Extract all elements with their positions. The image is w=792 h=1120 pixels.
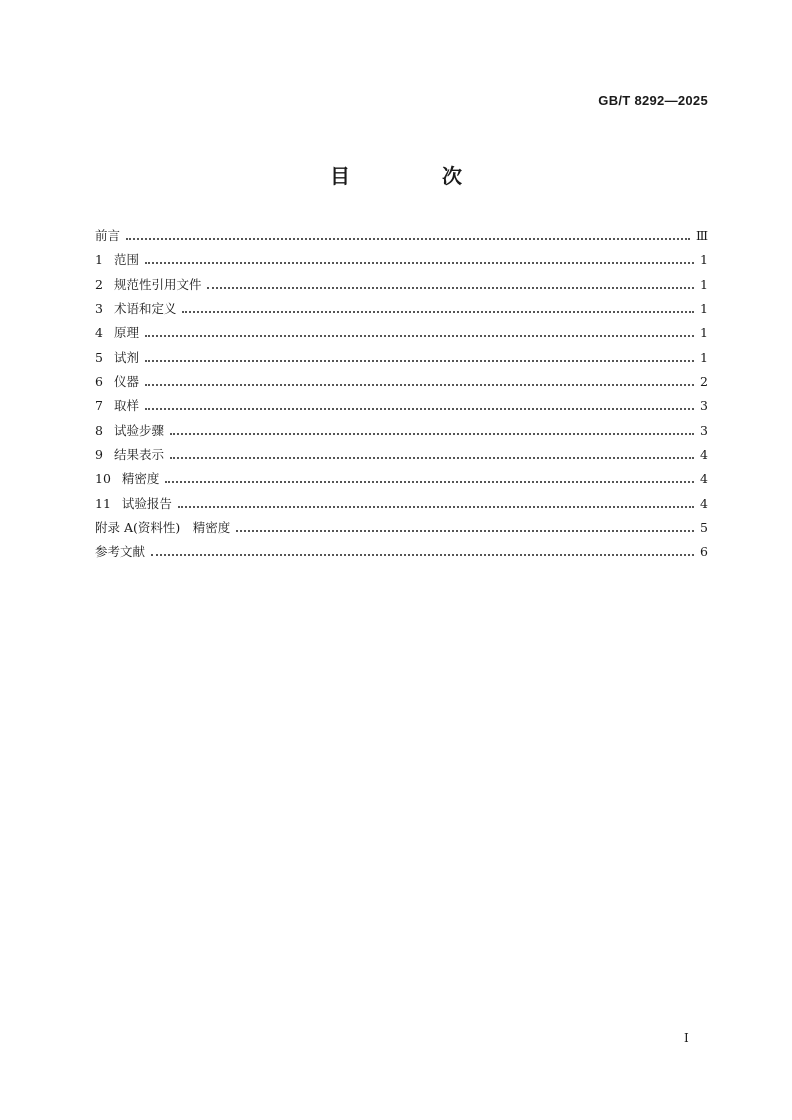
toc-entry-label: [95, 396, 145, 414]
toc-entry-label: [95, 348, 145, 366]
toc-entry[interactable]: [95, 323, 708, 347]
toc-entry[interactable]: [95, 469, 708, 493]
toc-entry-page: 4: [700, 495, 708, 511]
toc-entry-number: 6: [95, 373, 103, 389]
toc-dot-leader: [170, 447, 694, 459]
toc-entry-title: 附录 A(资料性) 精密度: [95, 519, 231, 535]
toc-entry-number: 1: [95, 252, 103, 268]
toc-dot-leader: [145, 325, 694, 337]
toc-entry-number: 11: [95, 495, 111, 511]
toc-entry[interactable]: [95, 396, 708, 420]
toc-dot-leader: [126, 228, 690, 240]
toc-entry-page: 4: [700, 446, 708, 462]
toc-entry-page: 5: [700, 519, 708, 535]
toc-entry-page: 4: [700, 471, 708, 487]
toc-entry-number: 10: [95, 471, 111, 487]
toc-entry[interactable]: [95, 445, 708, 469]
toc-entry-title: 试剂: [113, 349, 139, 365]
toc-dot-leader: [170, 423, 694, 435]
toc-entry-page: 1: [700, 325, 708, 341]
toc-entry-label: [95, 323, 145, 341]
toc-entry[interactable]: [95, 421, 708, 445]
toc-entry[interactable]: [95, 299, 708, 323]
toc-entry-title: 规范性引用文件: [113, 276, 202, 292]
toc-entry-label: [95, 299, 182, 317]
page-number: I: [684, 1031, 689, 1045]
toc-entry-label: [95, 275, 207, 293]
toc-entry[interactable]: [95, 542, 708, 566]
toc-entry-label: [95, 445, 170, 463]
toc-entry-title: 范围: [113, 252, 139, 268]
toc-entry[interactable]: [95, 348, 708, 372]
toc-entry-label: [95, 372, 145, 390]
toc-entry[interactable]: [95, 226, 708, 250]
toc-entry-page: 3: [700, 422, 708, 438]
toc-dot-leader: [236, 520, 694, 532]
toc-dot-leader: [151, 544, 694, 556]
toc-title: 目 次: [330, 164, 498, 188]
toc-dot-leader: [182, 301, 694, 313]
toc-entry-label: [95, 226, 126, 244]
table-of-contents: [95, 226, 708, 567]
toc-entry-title: 仪器: [113, 373, 139, 389]
toc-entry-page: 1: [700, 252, 708, 268]
toc-entry-title: 试验报告: [121, 495, 172, 511]
toc-entry-label: [95, 469, 165, 487]
toc-dot-leader: [178, 496, 694, 508]
toc-entry-title: 精密度: [121, 471, 160, 487]
toc-entry-label: [95, 250, 145, 268]
toc-entry-label: [95, 494, 178, 512]
toc-dot-leader: [207, 277, 694, 289]
toc-entry[interactable]: [95, 250, 708, 274]
toc-entry-page: 3: [700, 398, 708, 414]
toc-entry-label: [95, 542, 151, 560]
toc-entry-label: [95, 421, 170, 439]
toc-entry-title: 试验步骤: [113, 422, 164, 438]
toc-entry-number: 9: [95, 446, 103, 462]
toc-entry-number: 7: [95, 398, 103, 414]
toc-dot-leader: [165, 471, 694, 483]
toc-dot-leader: [145, 398, 694, 410]
toc-entry-label: [95, 518, 236, 536]
toc-entry[interactable]: [95, 372, 708, 396]
toc-entry-number: 4: [95, 325, 103, 341]
toc-entry-title: 取样: [113, 398, 139, 414]
toc-entry-page: 1: [700, 300, 708, 316]
toc-entry-number: 5: [95, 349, 103, 365]
toc-entry-number: 8: [95, 422, 103, 438]
toc-dot-leader: [145, 350, 694, 362]
toc-entry-page: 1: [700, 349, 708, 365]
toc-entry[interactable]: [95, 494, 708, 518]
toc-entry-title: 结果表示: [113, 446, 164, 462]
toc-entry-page: 6: [700, 544, 708, 560]
toc-entry-title: 参考文献: [95, 544, 146, 560]
toc-entry-page: 1: [700, 276, 708, 292]
toc-entry-title: 前言: [95, 228, 121, 243]
toc-entry-number: 3: [95, 300, 103, 316]
toc-entry-page: Ⅲ: [695, 228, 708, 243]
toc-entry-title: 术语和定义: [113, 300, 177, 316]
toc-dot-leader: [145, 374, 694, 386]
toc-entry-page: 2: [700, 373, 708, 389]
toc-entry-title: 原理: [113, 325, 139, 341]
toc-dot-leader: [145, 252, 694, 264]
toc-entry[interactable]: [95, 275, 708, 299]
standard-number: GB/T 8292—2025: [598, 93, 708, 108]
toc-entry[interactable]: [95, 518, 708, 542]
toc-entry-number: 2: [95, 276, 103, 292]
